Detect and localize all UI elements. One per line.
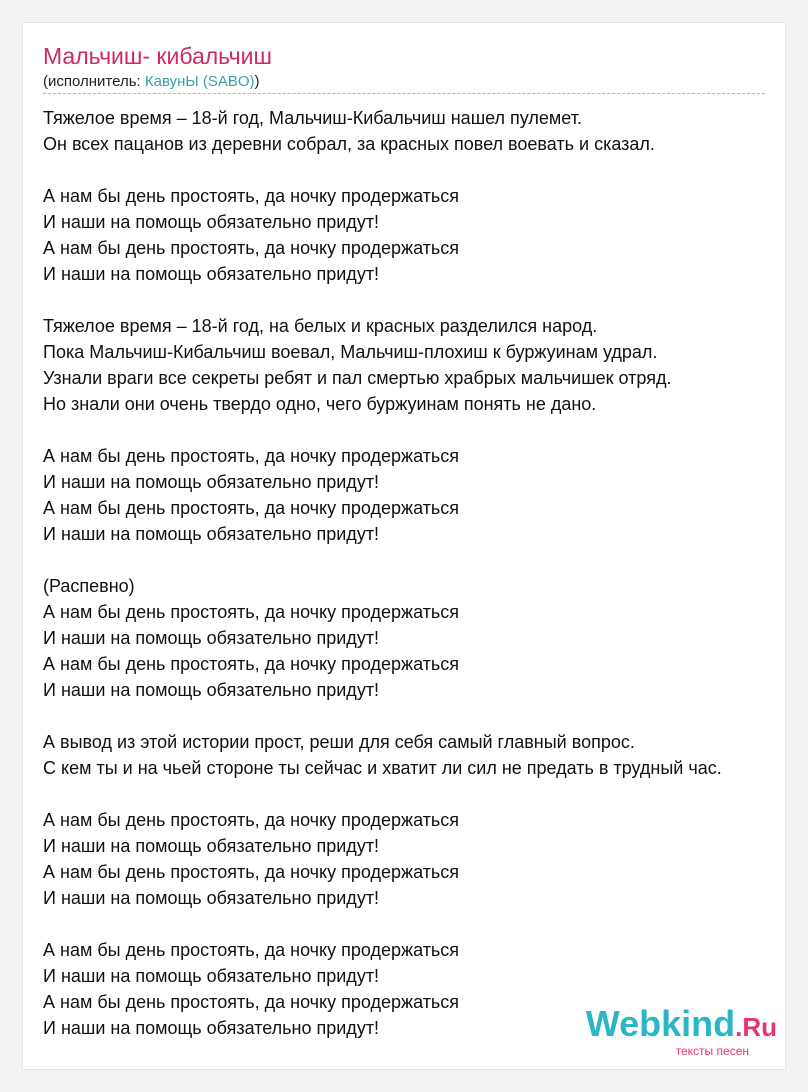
lyric-line: Он всех пацанов из деревни собрал, за красных повел воевать и сказал.	[43, 134, 655, 154]
artist-line	[43, 73, 260, 90]
lyric-line: И наши на помощь обязательно придут!	[43, 1018, 380, 1038]
lyric-line	[43, 911, 786, 937]
lyric-line: Тяжелое время – 18-й год, на белых и красных разделился народ.	[43, 316, 598, 336]
lyric-line: С кем ты и на чьей стороне ты сейчас и хватит ли сил не предать в трудный час.	[43, 758, 722, 778]
logo-wordmark	[585, 1003, 777, 1045]
lyric-line: Пока Мальчиш-Кибальчиш воевал, Мальчиш-плохиш к буржуинам удрал.	[43, 342, 658, 362]
lyric-line: А нам бы день простоять, да ночку продержаться	[43, 186, 460, 206]
logo-tagline: тексты песен	[675, 1044, 749, 1058]
lyric-line: А нам бы день простоять, да ночку продержаться	[43, 862, 460, 882]
lyric-line: И наши на помощь обязательно придут!	[43, 628, 380, 648]
lyric-line: А нам бы день простоять, да ночку продержаться	[43, 992, 460, 1012]
lyric-line	[43, 417, 786, 443]
artist-suffix: )	[254, 73, 260, 90]
lyric-line	[43, 781, 786, 807]
dashed-divider	[43, 93, 765, 94]
lyric-line: Но знали они очень твердо одно, чего буржуинам понять не дано.	[43, 394, 597, 414]
lyric-line: И наши на помощь обязательно придут!	[43, 966, 380, 986]
lyric-line: А нам бы день простоять, да ночку продержаться	[43, 654, 460, 674]
lyric-line: И наши на помощь обязательно придут!	[43, 888, 380, 908]
lyric-line	[43, 287, 786, 313]
lyric-line: А вывод из этой истории прост, реши для себя самый главный вопрос.	[43, 732, 635, 752]
lyric-line: И наши на помощь обязательно придут!	[43, 836, 380, 856]
lyric-line	[43, 703, 786, 729]
lyric-line: А нам бы день простоять, да ночку продержаться	[43, 446, 460, 466]
lyric-line: Узнали враги все секреты ребят и пал смертью храбрых мальчишек отряд.	[43, 368, 672, 388]
logo-tld: .Ru	[735, 1012, 777, 1042]
lyric-line: (Распевно)	[43, 576, 135, 596]
lyrics-page	[22, 22, 786, 1070]
site-logo[interactable]	[585, 1003, 777, 1058]
lyric-line	[43, 157, 786, 183]
lyric-line: А нам бы день простоять, да ночку продержаться	[43, 498, 460, 518]
lyric-line	[43, 547, 786, 573]
lyrics-text	[43, 105, 786, 1041]
lyric-line: Тяжелое время – 18-й год, Мальчиш-Кибальчиш нашел пулемет.	[43, 108, 582, 128]
lyric-line: И наши на помощь обязательно придут!	[43, 264, 380, 284]
song-title: Мальчиш- кибальчиш	[43, 43, 272, 69]
lyric-line: А нам бы день простоять, да ночку продержаться	[43, 940, 460, 960]
logo-name: Webkind	[585, 1003, 736, 1044]
lyric-line: А нам бы день простоять, да ночку продержаться	[43, 238, 460, 258]
lyric-line: И наши на помощь обязательно придут!	[43, 472, 380, 492]
lyric-line: И наши на помощь обязательно придут!	[43, 212, 380, 232]
lyric-line: А нам бы день простоять, да ночку продержаться	[43, 810, 460, 830]
lyric-line: И наши на помощь обязательно придут!	[43, 524, 380, 544]
lyric-line: А нам бы день простоять, да ночку продержаться	[43, 602, 460, 622]
artist-prefix: (исполнитель:	[43, 73, 145, 90]
lyric-line: И наши на помощь обязательно придут!	[43, 680, 380, 700]
artist-link[interactable]: КавунЫ (SABO)	[144, 73, 255, 90]
